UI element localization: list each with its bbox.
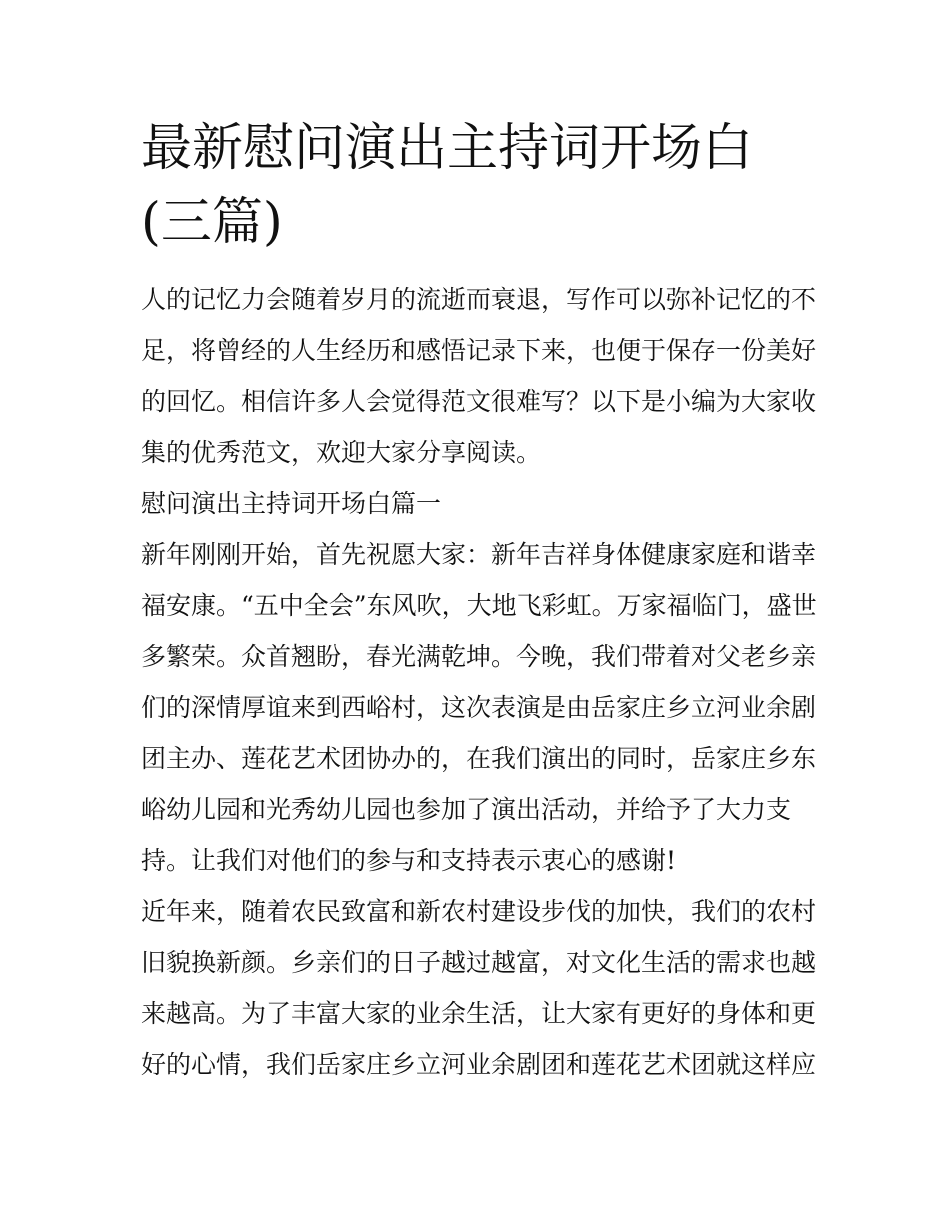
paragraph-line: 们的深情厚谊来到西峪村，这次表演是由岳家庄乡立河业余剧 [141,693,817,722]
paragraph-line: 新年刚刚开始，首先祝愿大家：新年吉祥身体健康家庭和谐幸 [141,540,817,569]
paragraph-line: 峪幼儿园和光秀幼儿园也参加了演出活动，并给予了大力支 [141,795,792,824]
paragraph-line: 旧貌换新颜。乡亲们的日子越过越富，对文化生活的需求也越 [141,948,817,977]
section-heading: 慰问演出主持词开场白篇一 [141,489,442,518]
paragraph-line: 来越高。为了丰富大家的业余生活，让大家有更好的身体和更 [141,999,817,1028]
paragraph-line: 足，将曾经的人生经历和感悟记录下来，也便于保存一份美好 [141,336,817,365]
paragraph-line: 福安康。“五中全会”东风吹，大地飞彩虹。万家福临门，盛世 [141,591,817,620]
paragraph-line: 人的记忆力会随着岁月的流逝而衰退，写作可以弥补记忆的不 [141,285,817,314]
paragraph-line: 的回忆。相信许多人会觉得范文很难写？以下是小编为大家收 [141,387,817,416]
paragraph-line: 多繁荣。众首翘盼，春光满乾坤。今晚，我们带着对父老乡亲 [141,642,817,671]
paragraph-line: 集的优秀范文，欢迎大家分享阅读。 [141,438,542,467]
document-title: 最新慰问演出主持词开场白(三篇) [141,119,754,252]
paragraph-line: 好的心情，我们岳家庄乡立河业余剧团和莲花艺术团就这样应 [141,1050,817,1079]
paragraph-line: 持。让我们对他们的参与和支持表示衷心的感谢! [141,846,677,875]
paragraph-line: 团主办、莲花艺术团协办的，在我们演出的同时，岳家庄乡东 [141,744,817,773]
paragraph-line: 近年来，随着农民致富和新农村建设步伐的加快，我们的农村 [141,897,817,926]
